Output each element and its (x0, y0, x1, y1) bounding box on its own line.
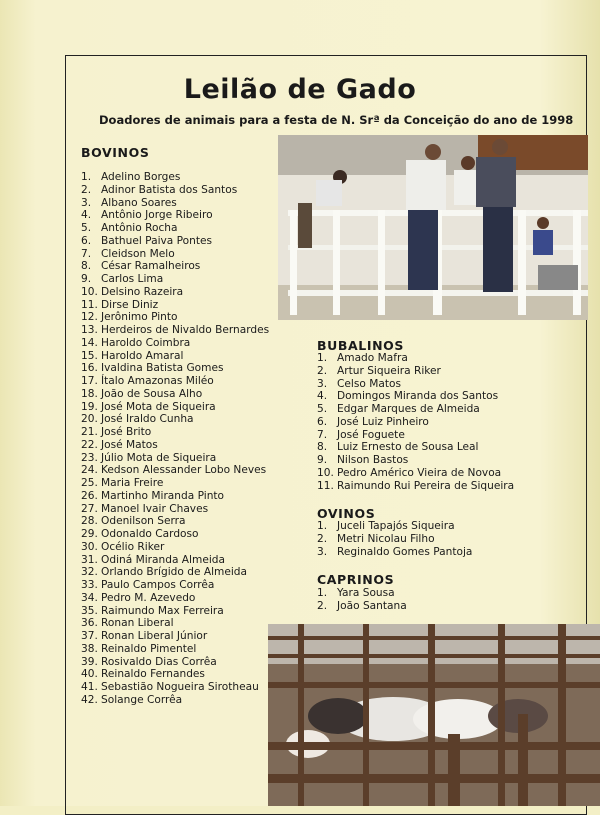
list-item (317, 546, 472, 559)
list-item (81, 592, 269, 605)
list-item-number: 31. (81, 553, 98, 566)
list-item-number: 22. (81, 438, 98, 451)
list-item-number: 29. (81, 528, 98, 540)
list-item (317, 600, 407, 613)
list-item (81, 579, 269, 592)
list-item (317, 390, 514, 403)
list-item (81, 273, 269, 286)
list-item-number: 7. (317, 428, 328, 441)
bovinos-list (81, 171, 269, 707)
list-item-number: 3. (317, 545, 328, 558)
list-item-number: 11. (317, 479, 334, 492)
list-item-name: Raimundo Max Ferreira (101, 604, 224, 617)
list-item (81, 528, 269, 541)
list-item-name: José Brito (101, 426, 152, 438)
list-item (317, 416, 514, 429)
list-item-number: 8. (317, 441, 328, 454)
list-item-name: Delsino Razeira (101, 285, 184, 298)
list-item-name: Haroldo Amaral (101, 349, 184, 362)
list-item-name: Júlio Mota de Siqueira (101, 451, 217, 464)
list-item-name: João Santana (337, 599, 407, 612)
list-item-number: 7. (81, 247, 92, 260)
list-item (81, 184, 269, 197)
list-item (81, 643, 269, 656)
list-item-number: 2. (317, 364, 328, 377)
list-item-name: Adinor Batista dos Santos (101, 183, 238, 196)
list-item-number: 14. (81, 336, 98, 349)
list-item-name: Yara Sousa (337, 587, 395, 599)
list-item-name: José Luiz Pinheiro (337, 415, 429, 428)
list-item-number: 42. (81, 693, 98, 706)
list-item-number: 12. (81, 311, 98, 324)
list-item (317, 467, 514, 480)
list-item-name: Jerônimo Pinto (101, 311, 178, 324)
list-item-name: Rosivaldo Dias Corrêa (101, 655, 217, 668)
list-item-name: Antônio Jorge Ribeiro (101, 209, 213, 222)
list-item (81, 452, 269, 465)
list-item-number: 5. (317, 403, 328, 415)
list-item (81, 235, 269, 248)
list-item-name: Martinho Miranda Pinto (101, 489, 225, 502)
list-item (317, 533, 472, 546)
list-item-name: José Mota de Siqueira (101, 400, 216, 413)
list-item (81, 324, 269, 337)
list-item-number: 5. (81, 222, 92, 234)
list-item (81, 337, 269, 350)
list-item (81, 694, 269, 707)
list-item (81, 401, 269, 414)
list-item-number: 3. (81, 196, 92, 209)
list-item-number: 10. (317, 466, 334, 479)
list-item-name: Reinaldo Pimentel (101, 642, 197, 655)
list-item-name: Nilson Bastos (337, 454, 409, 466)
list-item-name: Odonaldo Cardoso (101, 528, 199, 540)
list-item (81, 286, 269, 299)
list-item-name: Paulo Campos Corrêa (101, 579, 215, 591)
list-item-name: Juceli Tapajós Siqueira (337, 520, 455, 532)
page-title: Leilão de Gado (183, 74, 417, 105)
list-item (81, 477, 269, 490)
list-item-name: Odenilson Serra (101, 515, 186, 528)
list-item (81, 681, 269, 694)
list-item-number: 9. (81, 273, 92, 285)
list-item-name: Pedro M. Azevedo (101, 591, 196, 604)
list-item (81, 515, 269, 528)
list-item (81, 171, 269, 184)
list-item-number: 13. (81, 324, 98, 336)
list-item-number: 37. (81, 630, 98, 642)
list-item-name: Maria Freire (101, 477, 164, 489)
list-item-number: 11. (81, 298, 98, 311)
list-item-number: 18. (81, 387, 98, 400)
list-item-name: Domingos Miranda dos Santos (337, 390, 499, 403)
list-item (81, 222, 269, 235)
list-item-name: Antônio Rocha (101, 222, 178, 234)
list-item-name: José Foguete (337, 428, 405, 441)
list-item-number: 1. (317, 352, 328, 364)
list-item-name: Orlando Brígido de Almeida (101, 566, 248, 579)
list-item-number: 30. (81, 540, 98, 553)
list-item-name: Manoel Ivair Chaves (101, 502, 209, 515)
list-item (81, 260, 269, 273)
list-item-number: 15. (81, 349, 98, 362)
list-item-name: Haroldo Coimbra (101, 336, 191, 349)
bubalinos-list (317, 352, 514, 492)
cattle-pen-photo (268, 624, 600, 806)
list-item (81, 362, 269, 375)
list-item-number: 1. (317, 520, 328, 532)
list-item-number: 2. (81, 183, 92, 196)
list-item (81, 197, 269, 210)
list-item (81, 503, 269, 516)
list-item-name: Adelino Borges (101, 171, 181, 183)
list-item (81, 630, 269, 643)
list-item-name: Raimundo Rui Pereira de Siqueira (337, 479, 515, 492)
list-item-number: 10. (81, 285, 98, 298)
list-item (317, 378, 514, 391)
list-item (81, 413, 269, 426)
list-item (81, 299, 269, 312)
list-item (81, 668, 269, 681)
list-item-number: 39. (81, 655, 98, 668)
list-item (317, 352, 514, 365)
list-item (81, 248, 269, 261)
list-item-number: 34. (81, 591, 98, 604)
list-item-number: 1. (81, 171, 92, 183)
list-item-number: 20. (81, 413, 98, 426)
list-item-number: 38. (81, 642, 98, 655)
list-item-number: 28. (81, 515, 98, 528)
list-item-name: Pedro Américo Vieira de Novoa (337, 466, 502, 479)
list-item-number: 6. (81, 234, 92, 247)
caprinos-list (317, 587, 407, 613)
list-item-number: 41. (81, 681, 98, 693)
list-item-name: Reginaldo Gomes Pantoja (337, 545, 473, 558)
list-item-number: 25. (81, 477, 98, 489)
list-item-name: Ivaldina Batista Gomes (101, 362, 224, 375)
list-item-number: 3. (317, 377, 328, 390)
list-item-number: 36. (81, 617, 98, 630)
list-item-name: Herdeiros de Nivaldo Bernardes (101, 324, 270, 336)
list-item (317, 454, 514, 467)
list-item (81, 541, 269, 554)
bubalinos-heading: BUBALINOS (317, 338, 404, 353)
list-item-name: Luiz Ernesto de Sousa Leal (337, 441, 479, 454)
list-item-name: Dirse Diniz (101, 298, 159, 311)
list-item-number: 4. (81, 209, 92, 222)
caprinos-heading: CAPRINOS (317, 572, 395, 587)
list-item (81, 375, 269, 388)
list-item-number: 9. (317, 454, 328, 466)
list-item-name: Odiná Miranda Almeida (101, 553, 225, 566)
list-item (81, 464, 269, 477)
list-item (317, 429, 514, 442)
list-item (81, 566, 269, 579)
list-item-name: Océlio Riker (101, 540, 165, 553)
list-item (81, 656, 269, 669)
list-item (317, 587, 407, 600)
ovinos-heading: OVINOS (317, 506, 376, 521)
list-item-name: Cleidson Melo (101, 247, 175, 260)
list-item-number: 32. (81, 566, 98, 579)
list-item-number: 35. (81, 604, 98, 617)
list-item-number: 40. (81, 668, 98, 681)
ovinos-list (317, 520, 472, 558)
list-item-number: 17. (81, 375, 98, 387)
list-item-name: Artur Siqueira Riker (337, 364, 441, 377)
list-item-name: José Matos (101, 438, 158, 451)
list-item (81, 209, 269, 222)
list-item-number: 6. (317, 415, 328, 428)
list-item-name: José Iraldo Cunha (101, 413, 194, 426)
list-item (317, 520, 472, 533)
list-item-name: César Ramalheiros (101, 260, 201, 273)
list-item-name: João de Sousa Alho (101, 387, 203, 400)
list-item-number: 23. (81, 451, 98, 464)
list-item (81, 311, 269, 324)
list-item-number: 8. (81, 260, 92, 273)
list-item (81, 554, 269, 567)
list-item-name: Solange Corrêa (101, 693, 183, 706)
list-item-number: 21. (81, 426, 98, 438)
list-item (317, 480, 514, 493)
list-item-name: Sebastião Nogueira Sirotheau (101, 681, 259, 693)
page-subtitle: Doadores de animais para a festa de N. Srª da Conceição do ano de 1998 (99, 113, 574, 127)
list-item-name: Metri Nicolau Filho (337, 532, 435, 545)
auction-platform-photo (278, 135, 588, 320)
list-item-number: 33. (81, 579, 98, 591)
list-item (317, 365, 514, 378)
list-item-name: Amado Mafra (337, 352, 408, 364)
list-item-number: 4. (317, 390, 328, 403)
list-item (81, 426, 269, 439)
list-item (81, 350, 269, 363)
list-item-number: 27. (81, 502, 98, 515)
list-item-name: Ítalo Amazonas Miléo (101, 375, 214, 387)
list-item (81, 605, 269, 618)
bovinos-heading: BOVINOS (81, 145, 150, 160)
list-item-name: Edgar Marques de Almeida (337, 403, 480, 415)
list-item-number: 2. (317, 599, 328, 612)
list-item (317, 403, 514, 416)
list-item-number: 26. (81, 489, 98, 502)
list-item-number: 24. (81, 464, 98, 477)
list-item-name: Celso Matos (337, 377, 402, 390)
list-item-number: 16. (81, 362, 98, 375)
list-item-name: Carlos Lima (101, 273, 164, 285)
list-item (81, 617, 269, 630)
list-item-name: Ronan Liberal (101, 617, 174, 630)
list-item-name: Bathuel Paiva Pontes (101, 234, 213, 247)
list-item-number: 19. (81, 400, 98, 413)
list-item (81, 490, 269, 503)
list-item (81, 439, 269, 452)
list-item-name: Albano Soares (101, 196, 177, 209)
list-item-number: 2. (317, 532, 328, 545)
list-item-name: Ronan Liberal Júnior (101, 630, 208, 642)
list-item (317, 441, 514, 454)
list-item-name: Reinaldo Fernandes (101, 668, 205, 681)
list-item (81, 388, 269, 401)
list-item-name: Kedson Alessander Lobo Neves (101, 464, 267, 477)
list-item-number: 1. (317, 587, 328, 599)
